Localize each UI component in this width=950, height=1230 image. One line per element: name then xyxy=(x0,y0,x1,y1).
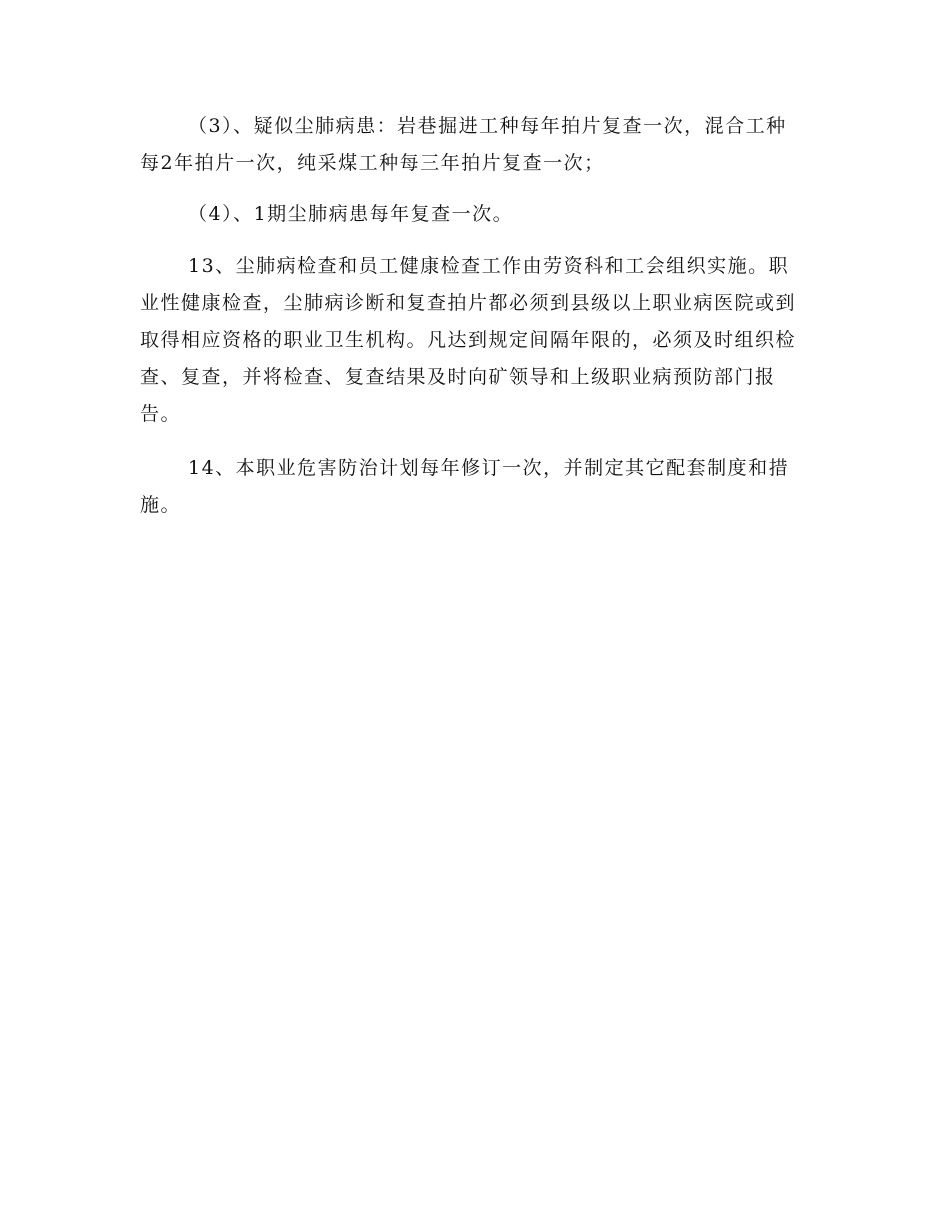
paragraph-stage1-pneumoconiosis: （4）、1期尘肺病患每年复查一次。 xyxy=(188,203,514,225)
paragraph-suspected-pneumoconiosis: （3）、疑似尘肺病患：岩巷掘进工种每年拍片复查一次，混合工种每2年拍片一次，纯采煤工种每三年拍片复查一次； xyxy=(140,115,787,174)
paragraph-item-14: 14、本职业危害防治计划每年修订一次，并制定其它配套制度和措施。 xyxy=(140,457,790,516)
paragraph-item-13: 13、尘肺病检查和员工健康检查工作由劳资科和工会组织实施。职业性健康检查，尘肺病诊断和复查拍片都必须到县级以上职业病医院或到取得相应资格的职业卫生机构。凡达到规定间隔年限的，必须及时组织检查、复查，并将检查、复查结果及时向矿领导和上级职业病预防部门报告。 xyxy=(140,255,797,425)
